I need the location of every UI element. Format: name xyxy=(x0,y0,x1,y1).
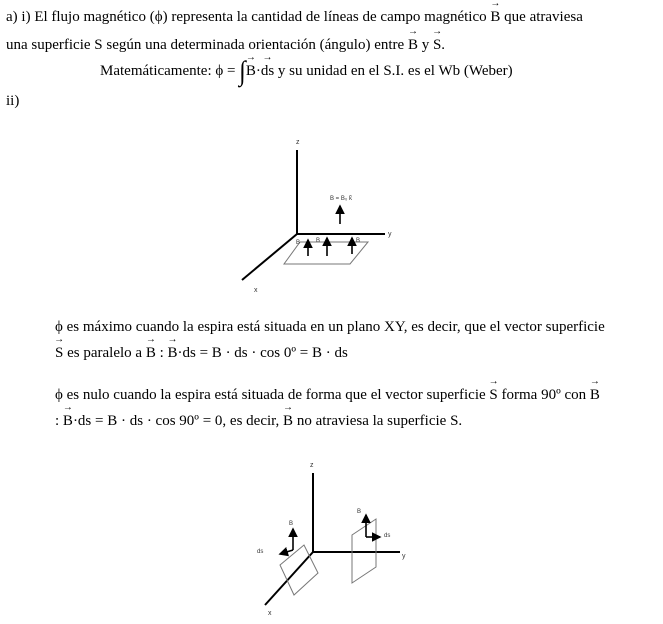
text: ϕ = xyxy=(215,63,240,79)
para-a-line2 xyxy=(6,36,445,54)
vector-b: → B xyxy=(246,62,256,80)
x-axis xyxy=(265,552,313,605)
text: una superficie S según una determinada orientación (ángulo) entre xyxy=(6,37,408,53)
section-ii-label xyxy=(6,92,19,110)
ds-label-left: ds xyxy=(257,549,264,555)
max-flux-line2 xyxy=(55,344,348,362)
text: ii) xyxy=(6,93,20,109)
null-flux-line2 xyxy=(55,412,462,430)
text: · xyxy=(255,63,261,79)
ds-label-right: ds xyxy=(384,533,391,539)
text: Matemáticamente: xyxy=(100,63,216,79)
max-flux-line1 xyxy=(55,318,605,336)
b-label: B xyxy=(296,240,301,246)
field-label: B = B₀ k̂ xyxy=(330,196,352,202)
text: a) i) El flujo magnético ( xyxy=(6,9,155,25)
ds-arrow-left xyxy=(280,550,293,554)
vector-b: → B xyxy=(63,412,73,430)
flux-equation xyxy=(100,57,513,87)
text: , es decir, xyxy=(222,413,284,429)
vector-s: → S xyxy=(55,344,63,362)
b-label: B xyxy=(356,238,361,244)
text: ·ds = B · ds · cos 0º = B · ds xyxy=(177,345,348,361)
phi-symbol: ϕ xyxy=(154,9,163,25)
vector-b: → B xyxy=(168,344,178,362)
vector-b: → B xyxy=(590,386,600,404)
x-label: x xyxy=(254,287,258,294)
figure-loop-xy-plane xyxy=(230,132,405,297)
text: no atraviesa la superficie S. xyxy=(293,413,463,429)
text: ϕ es nulo cuando la espira está situada de forma que el vector superficie xyxy=(55,387,490,403)
text: forma 90º con xyxy=(497,387,590,403)
vector-b: → B xyxy=(283,412,293,430)
text: : xyxy=(155,345,168,361)
text: . xyxy=(441,37,446,53)
z-label: z xyxy=(296,139,300,146)
text: es paralelo a xyxy=(63,345,146,361)
vector-b: → B xyxy=(146,344,156,362)
vector-s: → S xyxy=(489,386,497,404)
para-a-line1 xyxy=(6,8,583,26)
x-label: x xyxy=(268,610,272,617)
text: que atraviesa xyxy=(500,9,583,25)
z-label: z xyxy=(310,462,314,469)
null-flux-line1 xyxy=(55,386,600,404)
b-label-right: B xyxy=(357,509,362,515)
text: ) representa la cantidad de líneas de campo magnético xyxy=(162,9,491,25)
text: ·ds = B · ds · cos 90º = 0 xyxy=(72,413,223,429)
b-label: B xyxy=(316,238,321,244)
b-label-left: B xyxy=(289,521,294,527)
integral-symbol: ∫ xyxy=(239,57,246,87)
vector-b: → B xyxy=(408,36,418,54)
figure-loop-perpendicular xyxy=(248,455,423,620)
text: ϕ es máximo cuando la espira está situada en un plano XY, es decir, que el vector superficie xyxy=(55,319,605,335)
y-label: y xyxy=(388,231,392,238)
text: y xyxy=(417,37,433,53)
y-label: y xyxy=(402,553,406,560)
vector-s: → S xyxy=(433,36,441,54)
vector-b: → B xyxy=(490,8,500,26)
text: y su unidad en el S.I. es el Wb (Weber) xyxy=(274,63,513,79)
vector-ds: → ds xyxy=(261,62,274,80)
text: : xyxy=(55,413,63,429)
